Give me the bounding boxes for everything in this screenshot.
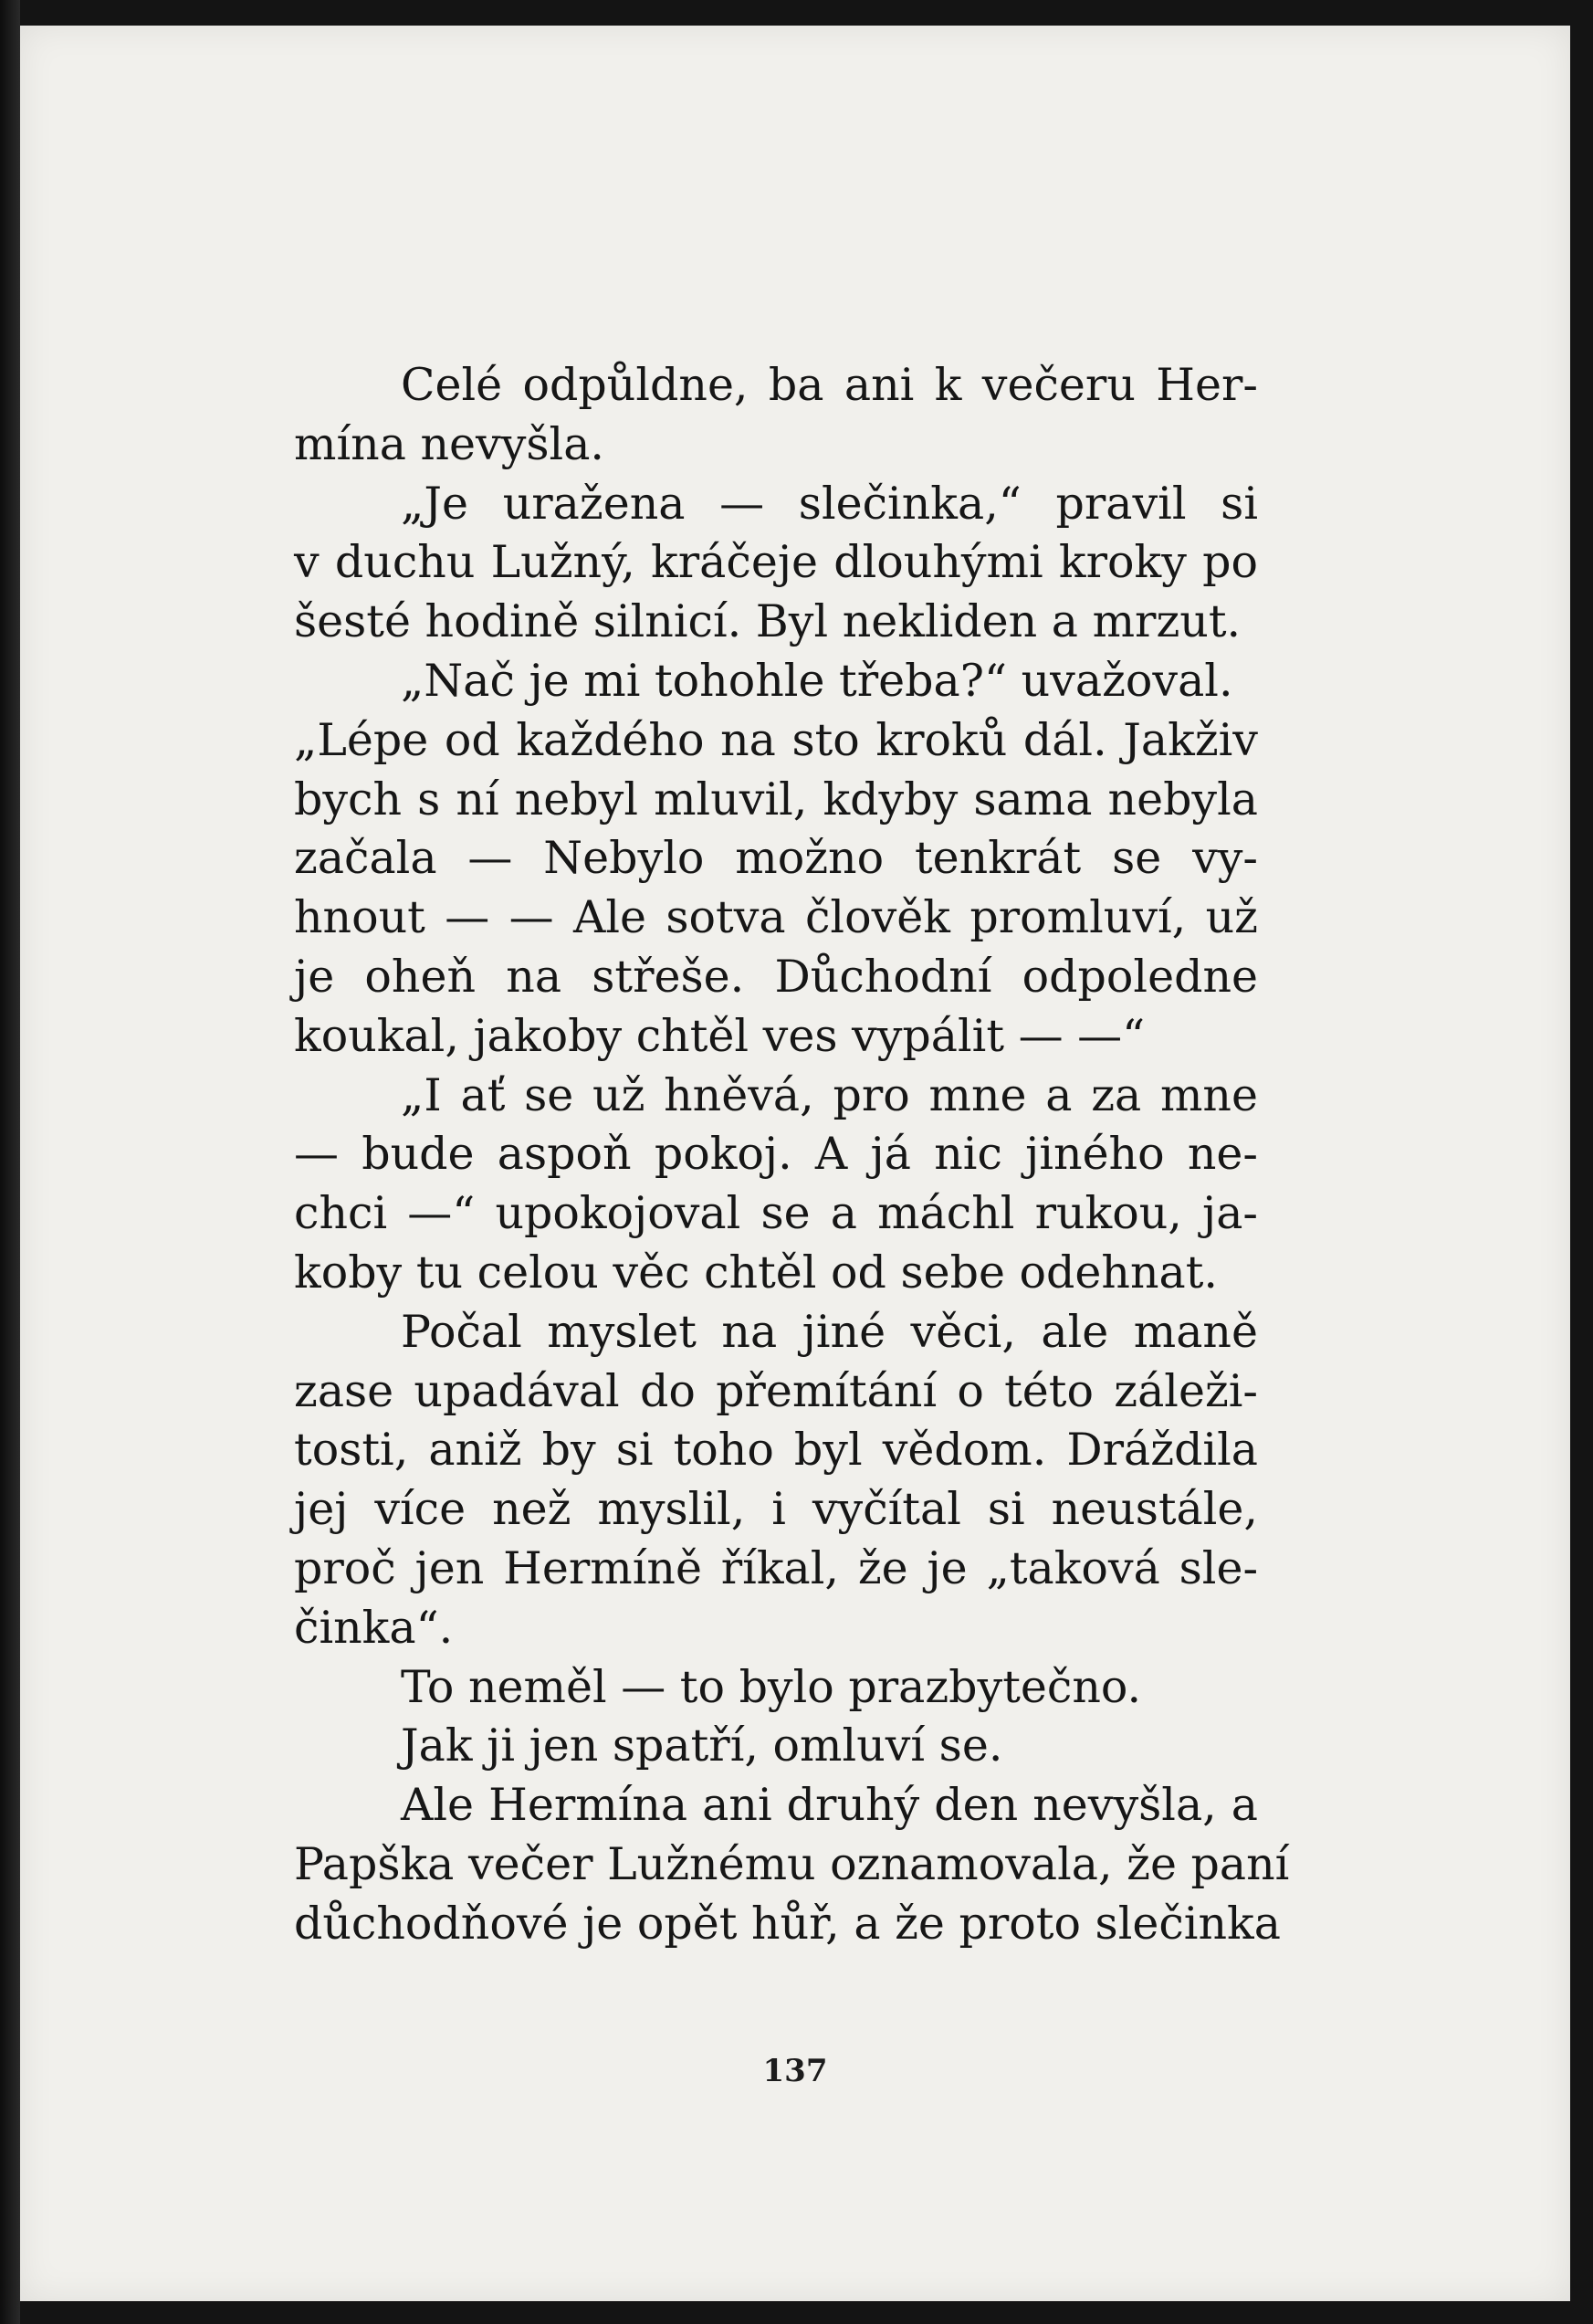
binding-edge bbox=[0, 0, 20, 2324]
text-line: „Lépe od každého na sto kroků dál. Jakživ bbox=[294, 713, 1258, 766]
text-line: chci —“ upokojoval se a máchl rukou, ja- bbox=[294, 1187, 1258, 1240]
text-line: mína nevyšla. bbox=[294, 417, 605, 470]
text-line: koukal, jakoby chtěl ves vypálit — —“ bbox=[294, 1009, 1146, 1062]
book-page bbox=[20, 26, 1570, 2301]
text-line: začala — Nebylo možno tenkrát se vy- bbox=[294, 832, 1258, 885]
text-line: je oheň na střeše. Důchodní odpoledne bbox=[294, 950, 1258, 1003]
text-line: Ale Hermína ani druhý den nevyšla, a bbox=[401, 1779, 1258, 1832]
text-line: Jak ji jen spatří, omluví se. bbox=[401, 1719, 1003, 1772]
text-line: — bude aspoň pokoj. A já nic jiného ne- bbox=[294, 1128, 1258, 1181]
text-line: proč jen Hermíně říkal, že je „taková sle- bbox=[294, 1541, 1258, 1594]
text-line: Počal myslet na jiné věci, ale maně bbox=[401, 1305, 1258, 1358]
text-line: činka“. bbox=[294, 1601, 454, 1654]
text-line: bych s ní nebyl mluvil, kdyby sama nebyla bbox=[294, 773, 1258, 825]
text-line: koby tu celou věc chtěl od sebe odehnat. bbox=[294, 1246, 1219, 1299]
text-line: zase upadával do přemítání o této záleži- bbox=[294, 1364, 1258, 1417]
text-line: šesté hodině silnicí. Byl nekliden a mrzut. bbox=[294, 595, 1242, 648]
text-line: hnout — — Ale sotva člověk promluví, už bbox=[294, 891, 1258, 944]
text-line: „Je uražena — slečinka,“ pravil si bbox=[401, 477, 1258, 530]
text-line: důchodňové je opět hůř, a že proto slečinka bbox=[294, 1897, 1281, 1950]
text-line: To neměl — to bylo prazbytečno. bbox=[401, 1660, 1142, 1713]
page-number: 137 bbox=[762, 2053, 828, 2089]
text-line: Celé odpůldne, ba ani k večeru Her- bbox=[401, 359, 1258, 411]
text-line: „Nač je mi tohohle třeba?“ uvažoval. bbox=[401, 654, 1233, 707]
body-text bbox=[294, 356, 1290, 1954]
text-line: Papška večer Lužnému oznamovala, že paní bbox=[294, 1837, 1290, 1890]
text-line: jej více než myslil, i vyčítal si neustále, bbox=[294, 1483, 1258, 1536]
text-line: tosti, aniž by si toho byl vědom. Dráždila bbox=[294, 1424, 1258, 1477]
text-line: „I ať se už hněvá, pro mne a za mne bbox=[401, 1068, 1258, 1121]
text-line: v duchu Lužný, kráčeje dlouhými kroky po bbox=[294, 536, 1258, 589]
